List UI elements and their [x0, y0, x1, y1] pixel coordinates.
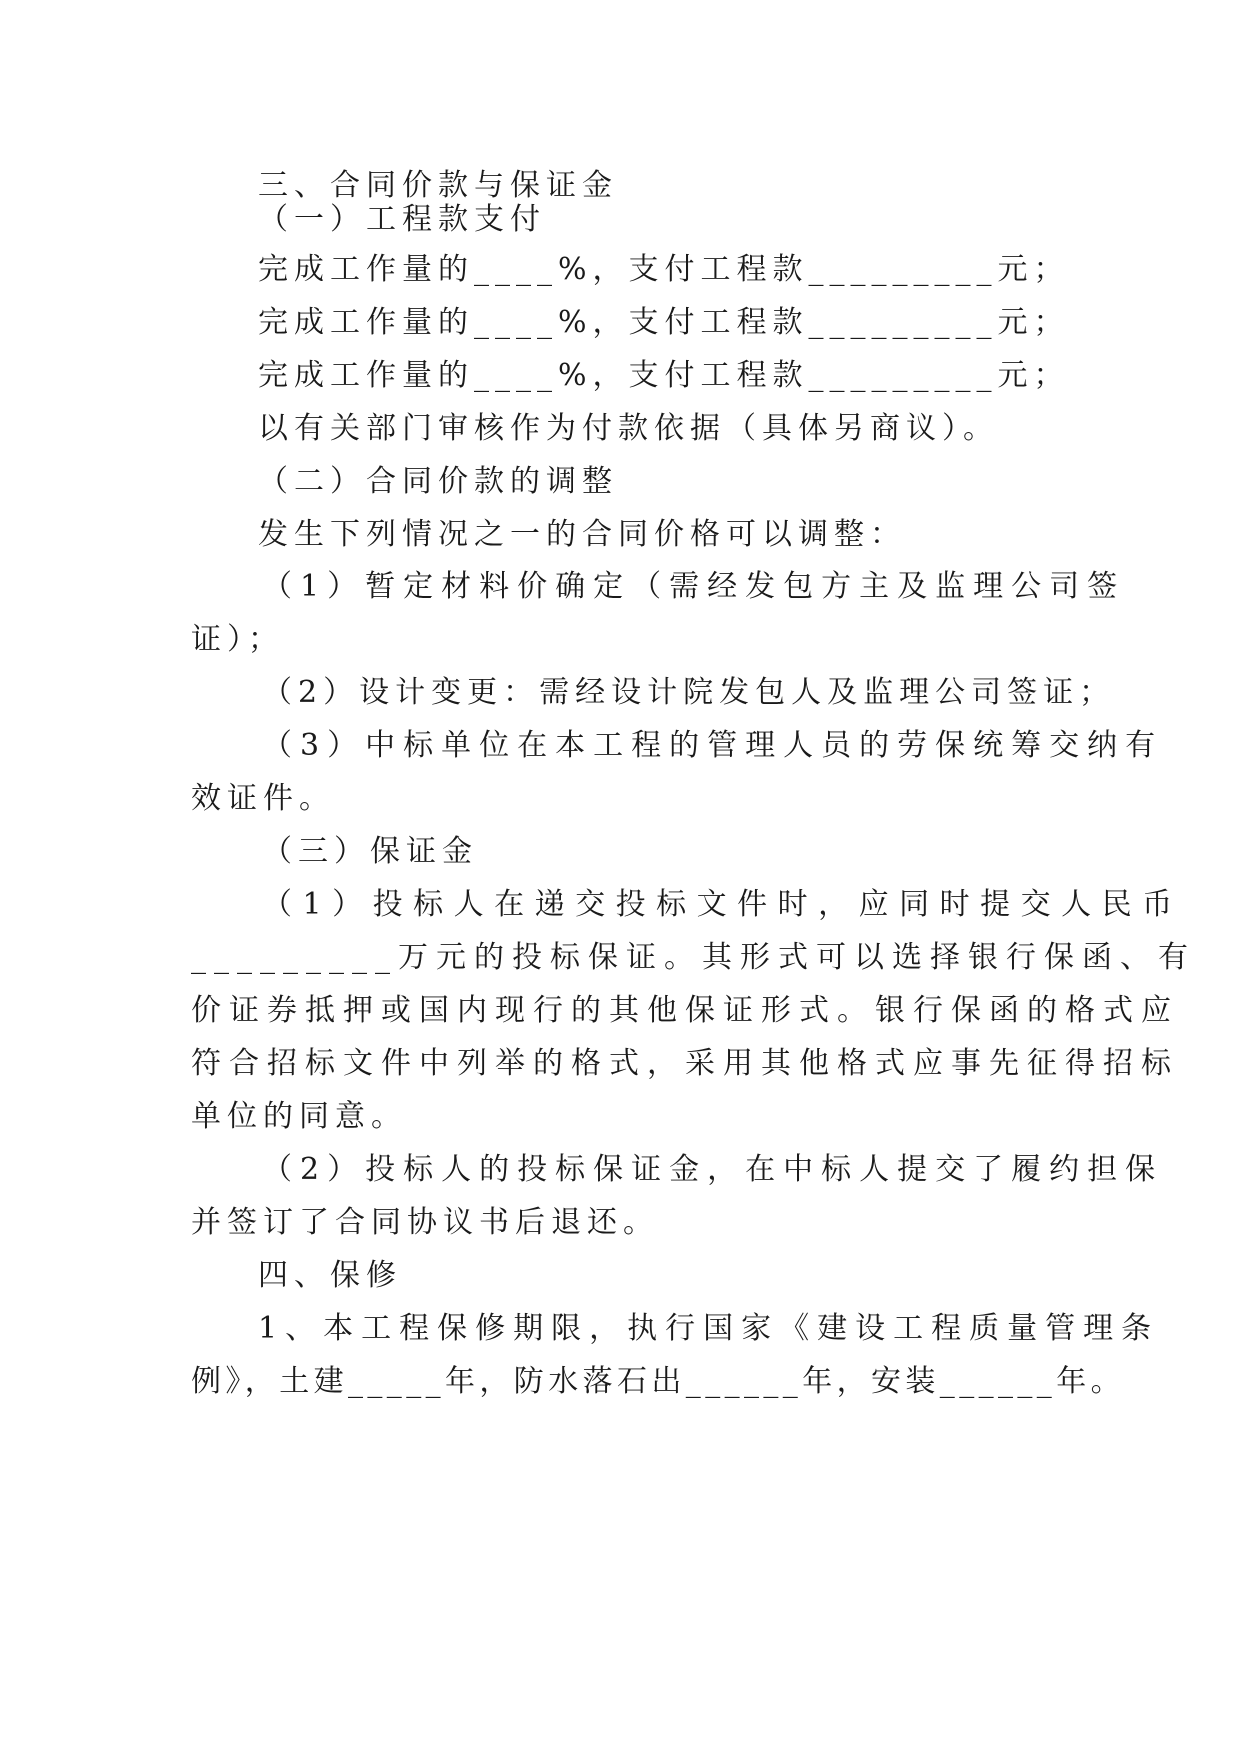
adjustment-item-3-line-1: （3）中标单位在本工程的管理人员的劳保统筹交纳有	[262, 728, 1164, 763]
section-heading-4: 四、保修	[258, 1258, 402, 1293]
section-heading-3: 三、合同价款与保证金	[258, 168, 618, 203]
payment-line-3: 完成工作量的____%，支付工程款_________元；	[258, 358, 1070, 393]
adjustment-item-3-line-2: 效证件。	[191, 781, 335, 816]
deposit-item-2-line-1: （2）投标人的投标保证金，在中标人提交了履约担保	[262, 1152, 1164, 1187]
adjustment-item-2-line: （2）设计变更：需经设计院发包人及监理公司签证；	[262, 675, 1116, 710]
subsection-heading-deposit: （三）保证金	[262, 834, 478, 869]
subsection-heading-adjustment: （二）合同价款的调整	[258, 464, 618, 499]
warranty-line-2: 例》，土建_____年，防水落石出______年，安装______年。	[191, 1364, 1125, 1399]
payment-line-1: 完成工作量的____%，支付工程款_________元；	[258, 252, 1070, 287]
deposit-item-1-line-3: 价证券抵押或国内现行的其他保证形式。银行保函的格式应	[191, 993, 1179, 1028]
adjustment-item-1-line-2: 证）；	[191, 622, 284, 657]
deposit-item-2-line-2: 并签订了合同协议书后退还。	[191, 1205, 659, 1240]
deposit-item-1-line-4: 符合招标文件中列举的格式，采用其他格式应事先征得招标	[191, 1046, 1179, 1081]
adjustment-item-1-line-1: （1）暂定材料价确定（需经发包方主及监理公司签	[262, 569, 1126, 604]
warranty-line-1: 1、本工程保修期限，执行国家《建设工程质量管理条	[258, 1311, 1160, 1346]
subsection-heading-payment: （一）工程款支付	[258, 202, 546, 237]
deposit-item-1-line-5: 单位的同意。	[191, 1099, 407, 1134]
payment-line-2: 完成工作量的____%，支付工程款_________元；	[258, 305, 1070, 340]
deposit-item-1-line-2: _________万元的投标保证。其形式可以选择银行保函、有	[191, 940, 1196, 975]
adjustment-intro-line: 发生下列情况之一的合同价格可以调整：	[258, 517, 906, 552]
deposit-item-1-line-1: （1）投标人在递交投标文件时，应同时提交人民币	[262, 887, 1183, 922]
payment-basis-line: 以有关部门审核作为付款依据（具体另商议）。	[258, 411, 999, 446]
